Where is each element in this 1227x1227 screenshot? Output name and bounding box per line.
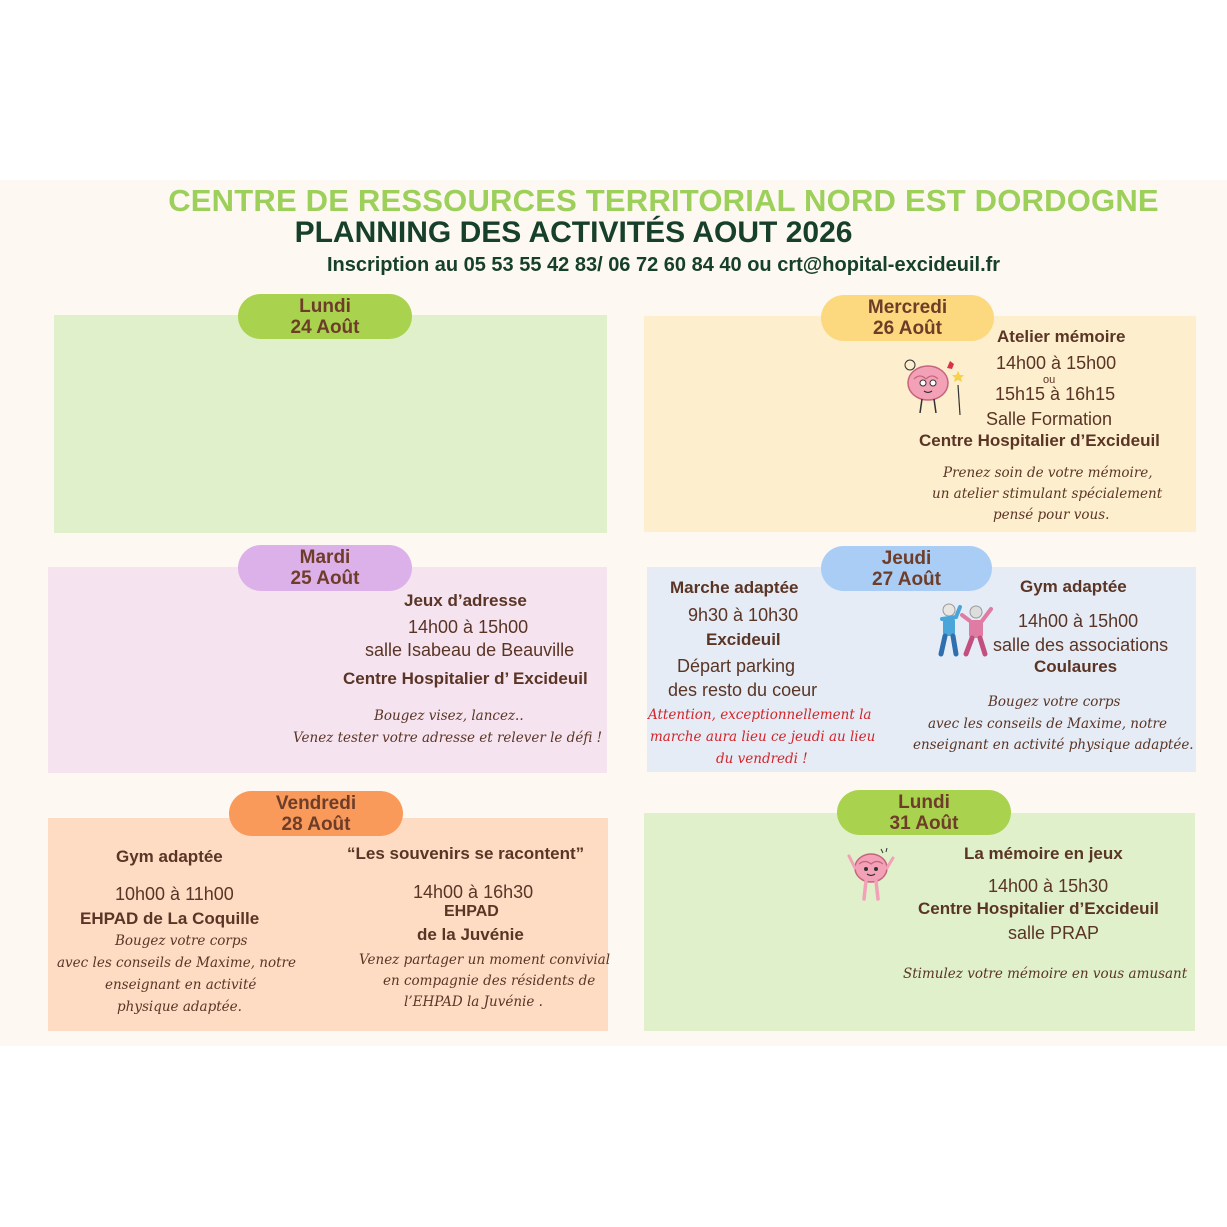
gym-place: Coulaures bbox=[1034, 657, 1118, 676]
gym-description: Bougez votre corps bbox=[115, 933, 248, 949]
marche-title: Marche adaptée bbox=[670, 578, 799, 597]
souvenirs-place: EHPAD bbox=[444, 903, 499, 920]
activity-room: salle PRAP bbox=[1008, 923, 1100, 943]
date-label: 28 Août bbox=[281, 814, 351, 835]
gym-time: 10h00 à 11h00 bbox=[115, 884, 234, 904]
day-label: Lundi bbox=[898, 792, 950, 813]
brain-waving-icon bbox=[845, 846, 897, 904]
marche-alert: Attention, exceptionnellement la bbox=[648, 707, 872, 723]
marche-place: Excideuil bbox=[706, 630, 781, 649]
lundi-24-panel bbox=[54, 315, 607, 533]
marche-meeting-point: Départ parking bbox=[677, 656, 796, 676]
day-label: Vendredi bbox=[275, 793, 357, 814]
activity-place: Centre Hospitalier d’Excideuil bbox=[919, 431, 1160, 450]
activity-room: Salle Formation bbox=[986, 409, 1113, 429]
activity-time-alt: 15h15 à 16h15 bbox=[995, 384, 1116, 404]
or-label: ou bbox=[1043, 374, 1056, 386]
marche-time: 9h30 à 10h30 bbox=[688, 605, 799, 625]
gym-room: salle des associations bbox=[993, 635, 1169, 655]
lundi-31-pill bbox=[837, 790, 1011, 835]
seniors-exercising-icon bbox=[934, 601, 996, 659]
registration-contact: Inscription au 05 53 55 42 83/ 06 72 60 84 40 ou crt@hopital-excideuil.fr bbox=[326, 254, 1001, 276]
gym-title: Gym adaptée bbox=[116, 847, 223, 866]
date-label: 24 Août bbox=[290, 317, 360, 338]
marche-alert: marche aura lieu ce jeudi au lieu bbox=[650, 729, 876, 745]
activity-place: Centre Hospitalier d’ Excideuil bbox=[343, 669, 588, 688]
activity-title: Jeux d’adresse bbox=[404, 591, 527, 610]
marche-meeting-point: des resto du coeur bbox=[668, 680, 818, 700]
activity-title: La mémoire en jeux bbox=[964, 844, 1123, 863]
gym-time: 14h00 à 15h00 bbox=[1018, 611, 1139, 631]
souvenirs-title: “Les souvenirs se racontent” bbox=[347, 844, 585, 863]
gym-description: enseignant en activité physique adaptée. bbox=[913, 737, 1194, 753]
lundi-24-pill bbox=[238, 294, 412, 339]
activity-description: Venez tester votre adresse et relever le défi ! bbox=[293, 730, 603, 746]
brain-juggling-icon bbox=[902, 355, 968, 419]
vendredi-pill bbox=[229, 791, 403, 836]
activity-time: 14h00 à 15h00 bbox=[996, 353, 1117, 373]
day-label: Jeudi bbox=[881, 548, 932, 569]
date-label: 31 Août bbox=[889, 813, 959, 834]
date-label: 25 Août bbox=[290, 568, 360, 589]
gym-description: enseignant en activité bbox=[105, 977, 257, 993]
planning-title: PLANNING DES ACTIVITÉS AOUT 2026 bbox=[294, 216, 853, 249]
activity-time: 14h00 à 15h30 bbox=[988, 876, 1109, 896]
activity-description: pensé pour vous. bbox=[993, 507, 1110, 523]
souvenirs-description: en compagnie des résidents de bbox=[383, 973, 596, 989]
gym-place: EHPAD de La Coquille bbox=[80, 909, 260, 928]
activity-description: un atelier stimulant spécialement bbox=[932, 486, 1163, 502]
gym-description: Bougez votre corps bbox=[988, 694, 1121, 710]
centre-title: CENTRE DE RESSOURCES TERRITORIAL NORD EST DORDOGNE bbox=[168, 183, 1159, 218]
activity-room: salle Isabeau de Beauville bbox=[365, 640, 575, 660]
day-label: Lundi bbox=[299, 296, 351, 317]
date-label: 26 Août bbox=[873, 318, 942, 339]
souvenirs-place: de la Juvénie bbox=[417, 925, 524, 944]
marche-alert: du vendredi ! bbox=[716, 751, 808, 767]
mardi-pill bbox=[238, 545, 412, 591]
day-label: Mardi bbox=[299, 547, 351, 568]
activity-description: Stimulez votre mémoire en vous amusant bbox=[903, 966, 1188, 982]
souvenirs-time: 14h00 à 16h30 bbox=[413, 882, 534, 902]
activity-description: Prenez soin de votre mémoire, bbox=[943, 465, 1153, 481]
jeudi-pill bbox=[821, 546, 992, 591]
gym-description: avec les conseils de Maxime, notre bbox=[928, 716, 1167, 732]
date-label: 27 Août bbox=[872, 569, 941, 590]
gym-description: avec les conseils de Maxime, notre bbox=[57, 955, 296, 971]
mercredi-pill bbox=[821, 295, 994, 341]
gym-description: physique adaptée. bbox=[117, 999, 242, 1015]
day-label: Mercredi bbox=[867, 297, 948, 318]
activity-title: Atelier mémoire bbox=[997, 327, 1126, 346]
souvenirs-description: l’EHPAD la Juvénie . bbox=[404, 994, 543, 1010]
activity-place: Centre Hospitalier d’Excideuil bbox=[918, 899, 1159, 918]
gym-title: Gym adaptée bbox=[1020, 577, 1127, 596]
activity-time: 14h00 à 15h00 bbox=[408, 617, 529, 637]
souvenirs-description: Venez partager un moment convivial bbox=[359, 952, 611, 968]
activity-description: Bougez visez, lancez.. bbox=[374, 708, 524, 724]
